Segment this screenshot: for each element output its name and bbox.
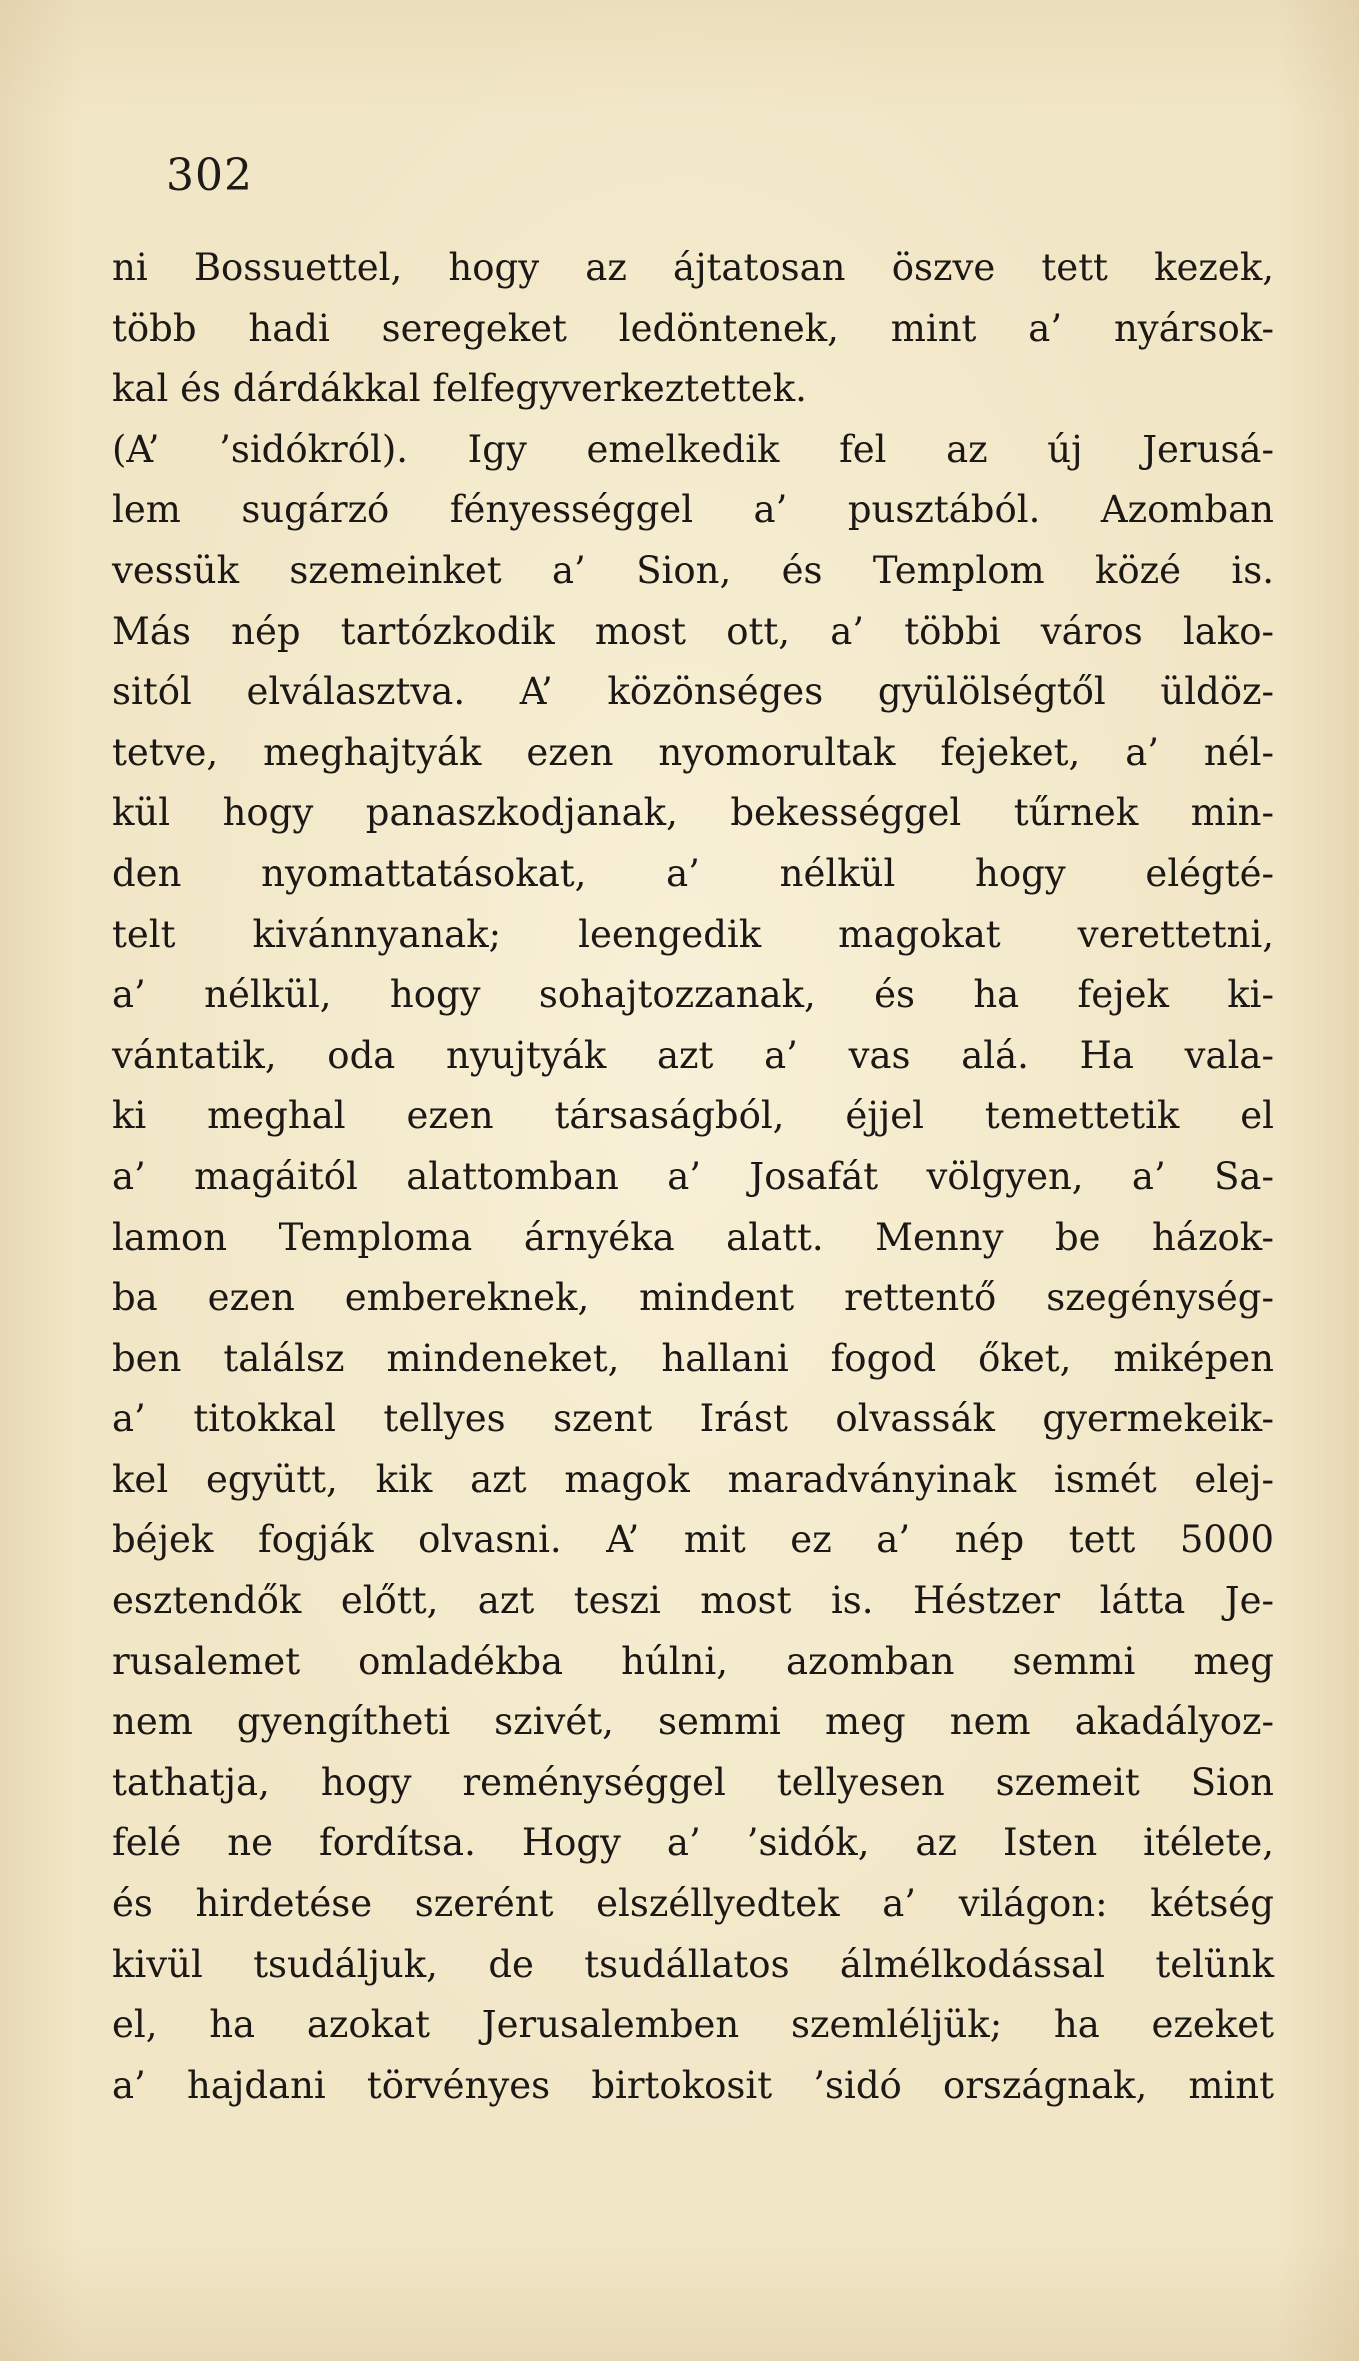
- text-line: telt kivánnyanak; leengedik magokat verettetni,: [112, 912, 1274, 956]
- text-line: den nyomattatásokat, a’ nélkül hogy elégté-: [112, 851, 1274, 895]
- text-line: kal és dárdákkal felfegyverkeztettek.: [112, 367, 807, 411]
- text-line: ba ezen embereknek, mindent rettentő szegénység-: [112, 1276, 1274, 1320]
- text-line: nem gyengítheti szivét, semmi meg nem akadályoz-: [112, 1700, 1274, 1744]
- text-line: kivül tsudáljuk, de tsudállatos álmélkodással telünk: [112, 1942, 1274, 1986]
- text-line: a’ titokkal tellyes szent Irást olvassák gyermekeik-: [112, 1397, 1274, 1441]
- text-line: sitól elválasztva. A’ közönséges gyülölségtől üldöz-: [112, 670, 1274, 714]
- text-line: a’ hajdani törvényes birtokosit ’sidó országnak, mint: [112, 2063, 1274, 2107]
- text-line: lamon Temploma árnyéka alatt. Menny be házok-: [112, 1215, 1274, 1259]
- text-line: (A’ ’sidókról). Igy emelkedik fel az új Jerusá-: [112, 427, 1274, 471]
- text-line: kel együtt, kik azt magok maradványinak ismét elej-: [112, 1457, 1274, 1501]
- text-line: lem sugárzó fényességgel a’ pusztából. Azomban: [112, 488, 1274, 532]
- text-line: ben találsz mindeneket, hallani fogod őket, miképen: [112, 1336, 1274, 1380]
- text-line: a’ magáitól alattomban a’ Josafát völgyen, a’ Sa-: [112, 1154, 1274, 1198]
- text-line: kül hogy panaszkodjanak, bekességgel tűrnek min-: [112, 791, 1274, 835]
- text-line: felé ne fordítsa. Hogy a’ ’sidók, az Isten itélete,: [112, 1821, 1274, 1865]
- body-text: [112, 238, 1274, 2116]
- text-line: tathatja, hogy reménységgel tellyesen szemeit Sion: [112, 1760, 1274, 1804]
- text-line: ki meghal ezen társaságból, éjjel temettetik el: [112, 1094, 1274, 1138]
- text-line: és hirdetése szerént elszéllyedtek a’ világon: kétség: [112, 1882, 1274, 1926]
- text-line: el, ha azokat Jerusalemben szemléljük; ha ezeket: [112, 2003, 1274, 2047]
- text-line: tetve, meghajtyák ezen nyomorultak fejeket, a’ nél-: [112, 730, 1274, 774]
- text-line: vessük szemeinket a’ Sion, és Templom közé is.: [112, 548, 1274, 592]
- text-line: ni Bossuettel, hogy az ájtatosan öszve tett kezek,: [112, 246, 1274, 289]
- text-line: rusalemet omladékba húlni, azomban semmi meg: [112, 1639, 1274, 1683]
- text-line: esztendők előtt, azt teszi most is. Héstzer látta Je-: [112, 1579, 1274, 1623]
- text-line: Más nép tartózkodik most ott, a’ többi város lako-: [112, 609, 1274, 653]
- text-line: több hadi seregeket ledöntenek, mint a’ nyársok-: [112, 306, 1274, 350]
- page-number: 302: [166, 150, 253, 201]
- text-line: a’ nélkül, hogy sohajtozzanak, és ha fejek ki-: [112, 973, 1274, 1017]
- text-line: vántatik, oda nyujtyák azt a’ vas alá. Ha vala-: [112, 1033, 1274, 1077]
- text-line: béjek fogják olvasni. A’ mit ez a’ nép tett 5000: [112, 1518, 1274, 1562]
